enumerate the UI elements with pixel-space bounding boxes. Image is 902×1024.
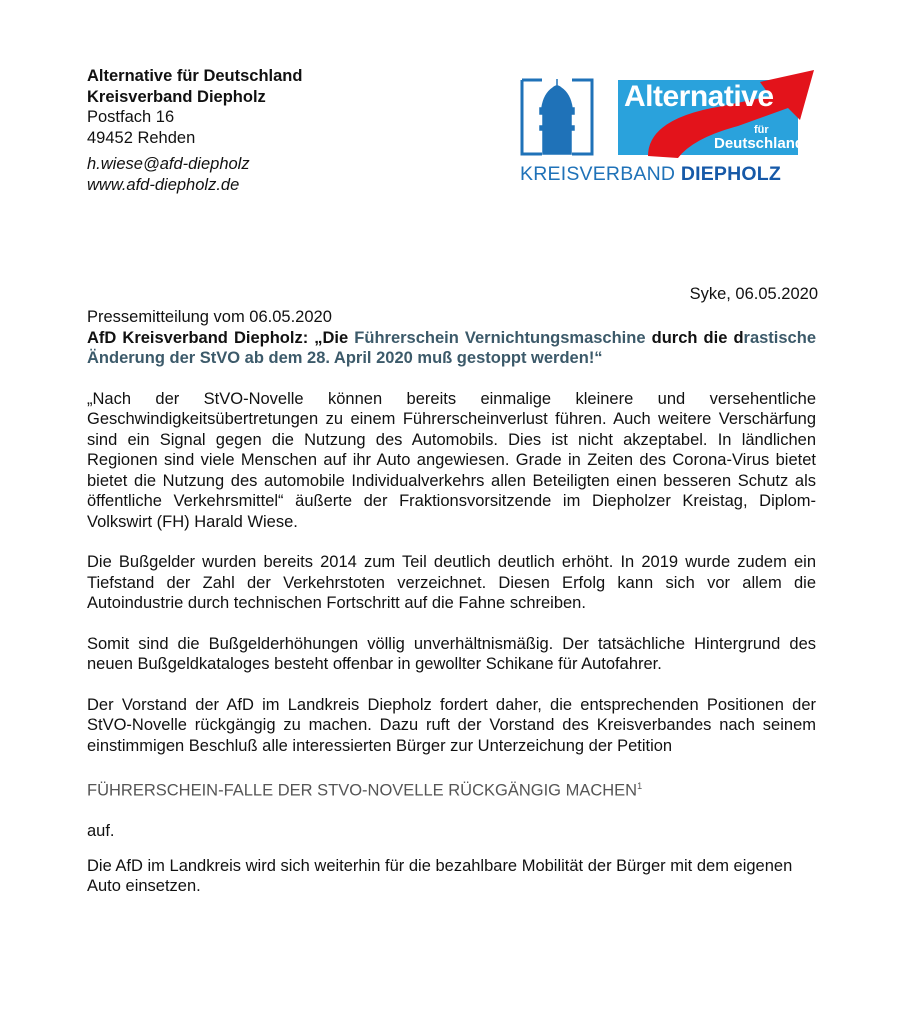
afd-kreisverband-logo xyxy=(518,68,818,188)
headline-part1: AfD Kreisverband Diepholz: „Die xyxy=(87,328,355,347)
sender-city: 49452 Rehden xyxy=(87,128,196,147)
logo-word-fuer: für xyxy=(754,124,769,136)
sender-website: www.afd-diepholz.de xyxy=(87,175,240,194)
sender-address-block xyxy=(87,66,302,195)
logo-diepholz: DIEPHOLZ xyxy=(680,163,782,185)
press-release-headline xyxy=(87,328,816,369)
logo-kreisverband-label xyxy=(520,163,781,186)
logo-kreisverband: KREISVERBAND xyxy=(520,163,676,185)
press-release-body xyxy=(87,307,816,897)
sender-email: h.wiese@afd-diepholz xyxy=(87,155,250,173)
paragraph-quote: „Nach der StVO-Novelle können bereits einmalige kleinere und versehentliche Geschwindigkeitsübertretungen zu einem Führerscheinverlust führen. Auch weitere Verschärfung sind ein Signal gegen die Nutzung des Automobils. Dies ist nicht akzeptabel. In ländlichen Regionen sind viele Menschen auf ihr Auto angewiesen. Grade in Zeiten des Corona-Virus bietet bietet die Nutzung des automobile Individualverkehrs allen Beteiligten einen besseren Schutz als öffentliche Verkehrsmittel“ äußerte der Fraktionsvorsitzende im Diepholzer Kreistag, Diplom-Volkswirt (FH) Harald Wiese. xyxy=(87,389,816,531)
logo-word-alternative: Alternative xyxy=(624,80,774,113)
sender-org-name: Alternative für Deutschland xyxy=(87,67,303,85)
sender-org-subdivision: Kreisverband Diepholz xyxy=(87,87,266,106)
headline-highlight1: Führerschein Vernichtungsmaschine xyxy=(354,328,646,347)
place-date: Syke, 06.05.2020 xyxy=(689,285,818,303)
petition-footnote-marker: 1 xyxy=(637,781,643,791)
petition-title xyxy=(87,776,816,801)
sender-street: Postfach 16 xyxy=(87,108,175,126)
paragraph-petition-call: Der Vorstand der AfD im Landkreis Diepholz fordert daher, die entsprechenden Positionen der StVO-Novelle rückgängig zu machen. Dazu ruft der Vorstand des Kreisverbandes nach seinem einstimmigen Beschluß alle interessierten Bürger zur Unterzeichung der Petition xyxy=(87,695,816,755)
paragraph-disproportion: Somit sind die Bußgelderhöhungen völlig unverhältnismäßig. Der tatsächliche Hintergrund des neuen Bußgeldkataloges besteht offenbar in gewollter Schikane für Autofahrer. xyxy=(87,634,816,673)
paragraph-closing: Die AfD im Landkreis wird sich weiterhin für die bezahlbare Mobilität der Bürger mit dem eigenen Auto einsetzen. xyxy=(87,856,793,895)
paragraph-fines: Die Bußgelder wurden bereits 2014 zum Teil deutlich deutlich erhöht. In 2019 wurde zudem ein Tiefstand der Zahl der Verkehrstoten verzeichnet. Diesen Erfolg kann sich vor allem die Autoindustrie durch technischen Fortschritt auf die Fahne schreiben. xyxy=(87,553,816,612)
logo-word-deutschland: Deutschland xyxy=(714,135,805,152)
sender-contact xyxy=(87,154,302,195)
petition-title-text: FÜHRERSCHEIN-FALLE DER STVO-NOVELLE RÜCKGÄNGIG MACHEN xyxy=(87,781,638,800)
paragraph-auf: auf. xyxy=(87,822,115,840)
headline-part2: durch die d xyxy=(645,328,744,347)
press-release-label: Pressemitteilung vom 06.05.2020 xyxy=(87,308,332,326)
headline-highlight2: rastische Änderung der StVO ab dem 28. April 2020 muß gestoppt werden!“ xyxy=(87,328,816,367)
